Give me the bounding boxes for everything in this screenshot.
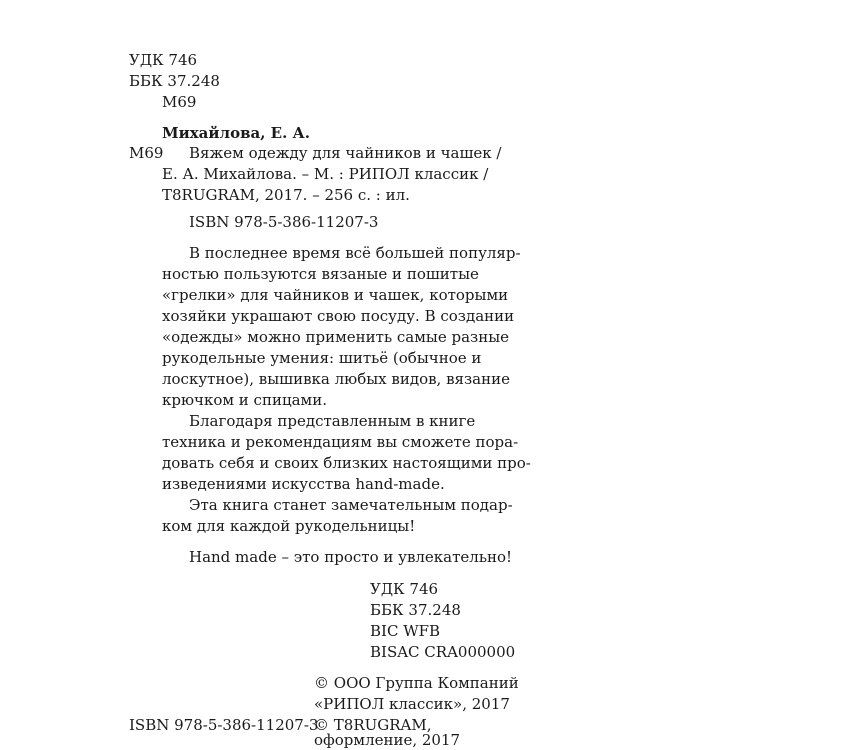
annotation-line: ком для каждой рукодельницы! bbox=[162, 517, 416, 535]
bbk-code-bottom: ББК 37.248 bbox=[370, 601, 461, 619]
annotation-line: рукодельные умения: шитьё (обычное и bbox=[162, 349, 482, 367]
title-line-3: T8RUGRAM, 2017. – 256 с. : ил. bbox=[162, 186, 410, 204]
copyright-line: «РИПОЛ классик», 2017 bbox=[314, 695, 510, 713]
author-mark-left: М69 bbox=[129, 144, 164, 162]
annotation-line: ностью пользуются вязаные и пошитые bbox=[162, 265, 479, 283]
annotation-line: «одежды» можно применить самые разные bbox=[162, 328, 510, 346]
isbn-top: ISBN 978-5-386-11207-3 bbox=[189, 213, 379, 231]
annotation-line: «грелки» для чайников и чашек, которыми bbox=[162, 286, 509, 304]
annotation-line: крючком и спицами. bbox=[162, 391, 327, 409]
annotation-line: В последнее время всё большей популяр- bbox=[189, 244, 521, 262]
annotation-line: изведениями искусства hand-made. bbox=[162, 475, 445, 493]
bbk-code-top: ББК 37.248 bbox=[129, 72, 220, 90]
annotation-line: довать себя и своих близких настоящими про- bbox=[162, 454, 531, 472]
title-line-1: Вяжем одежду для чайников и чашек / bbox=[189, 144, 502, 162]
udc-code-top: УДК 746 bbox=[129, 51, 198, 69]
annotation-line: хозяйки украшают свою посуду. В создании bbox=[162, 307, 515, 325]
annotation-line: Благодаря представленным в книге bbox=[189, 412, 476, 430]
bic-code: BIC WFB bbox=[370, 622, 441, 640]
copyright-line: © ООО Группа Компаний bbox=[314, 674, 519, 692]
title-line-2: Е. А. Михайлова. – М. : РИПОЛ классик / bbox=[162, 165, 489, 183]
isbn-bottom: ISBN 978-5-386-11207-3 bbox=[129, 716, 319, 734]
bisac-code: BISAC CRA000000 bbox=[370, 643, 516, 661]
copyright-line: © T8RUGRAM, bbox=[314, 716, 432, 734]
udc-code-bottom: УДК 746 bbox=[370, 580, 439, 598]
copyright-line: оформление, 2017 bbox=[314, 731, 461, 749]
slogan: Hand made – это просто и увлекательно! bbox=[189, 548, 513, 566]
author-mark-top: М69 bbox=[162, 93, 197, 111]
annotation-line: лоскутное), вышивка любых видов, вязание bbox=[162, 370, 510, 388]
author-name: Михайлова, Е. А. bbox=[162, 124, 311, 142]
annotation-line: Эта книга станет замечательным подар- bbox=[189, 496, 513, 514]
annotation-line: техника и рекомендациям вы сможете пора- bbox=[162, 433, 519, 451]
